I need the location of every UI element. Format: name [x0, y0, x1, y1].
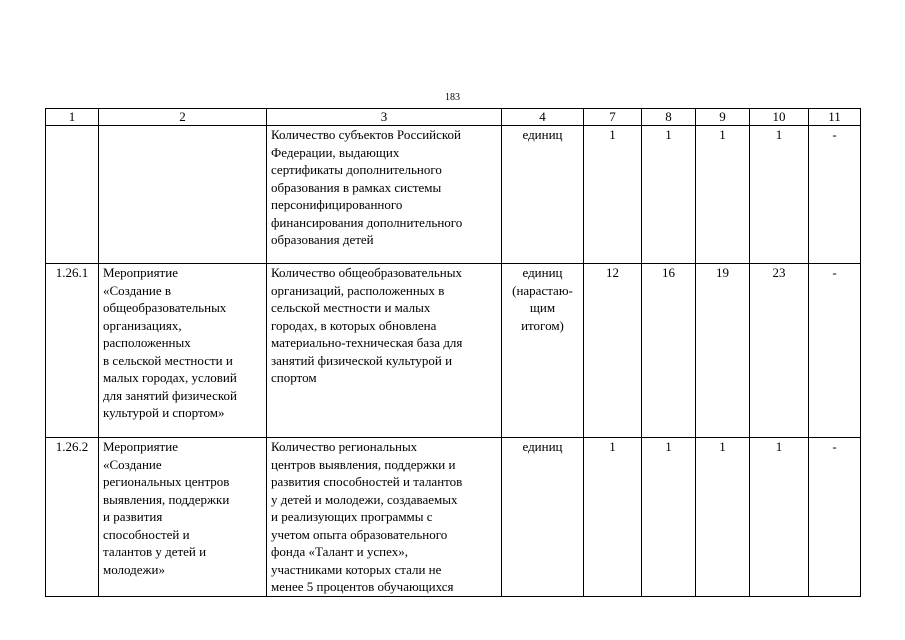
table-row: [46, 438, 861, 597]
column-header: 7: [584, 109, 642, 126]
unit-cell: единиц: [502, 438, 584, 597]
value-cell: 19: [696, 264, 750, 438]
column-header: 9: [696, 109, 750, 126]
value-cell: 1: [584, 438, 642, 597]
column-header: 4: [502, 109, 584, 126]
column-header: 3: [267, 109, 502, 126]
column-header: 8: [642, 109, 696, 126]
value-cell: 1: [642, 438, 696, 597]
value-cell: 1: [696, 438, 750, 597]
column-header: 1: [46, 109, 99, 126]
table-row: [46, 126, 861, 264]
value-cell: -: [809, 126, 861, 264]
event-cell: Мероприятие «Создание региональных центров выявления, поддержки и развития способностей и талантов у детей и молодежи»: [99, 438, 267, 597]
value-cell: 1: [584, 126, 642, 264]
event-cell: [99, 126, 267, 264]
event-cell: Мероприятие «Создание в общеобразовательных организациях, расположенных в сельской местности и малых городах, условий для занятий физической культурой и спортом»: [99, 264, 267, 438]
value-cell: 16: [642, 264, 696, 438]
value-cell: 1: [750, 438, 809, 597]
column-header: 11: [809, 109, 861, 126]
page-number: 183: [445, 92, 460, 103]
row-id: [46, 126, 99, 264]
value-cell: 12: [584, 264, 642, 438]
indicators-table: [45, 108, 861, 597]
value-cell: -: [809, 438, 861, 597]
indicator-cell: Количество общеобразовательных организаций, расположенных в сельской местности и малых городах, в которых обновлена материально-техническая база для занятий физической культурой и спортом: [267, 264, 502, 438]
value-cell: 1: [696, 126, 750, 264]
unit-cell: единиц (нарастаю- щим итогом): [502, 264, 584, 438]
value-cell: -: [809, 264, 861, 438]
unit-cell: единиц: [502, 126, 584, 264]
value-cell: 1: [642, 126, 696, 264]
column-header: 10: [750, 109, 809, 126]
column-number-row: [46, 109, 861, 126]
indicator-cell: Количество региональных центров выявления, поддержки и развития способностей и талантов у детей и молодежи, создаваемых и реализующих программы с учетом опыта образовательного фонда «Талант и успех», участниками которых стали не менее 5 процентов обучающихся: [267, 438, 502, 597]
indicator-cell: Количество субъектов Российской Федерации, выдающих сертификаты дополнительного образования в рамках системы персонифицированного финансирования дополнительного образования детей: [267, 126, 502, 264]
value-cell: 23: [750, 264, 809, 438]
row-id: 1.26.2: [46, 438, 99, 597]
row-id: 1.26.1: [46, 264, 99, 438]
column-header: 2: [99, 109, 267, 126]
table-row: [46, 264, 861, 438]
value-cell: 1: [750, 126, 809, 264]
